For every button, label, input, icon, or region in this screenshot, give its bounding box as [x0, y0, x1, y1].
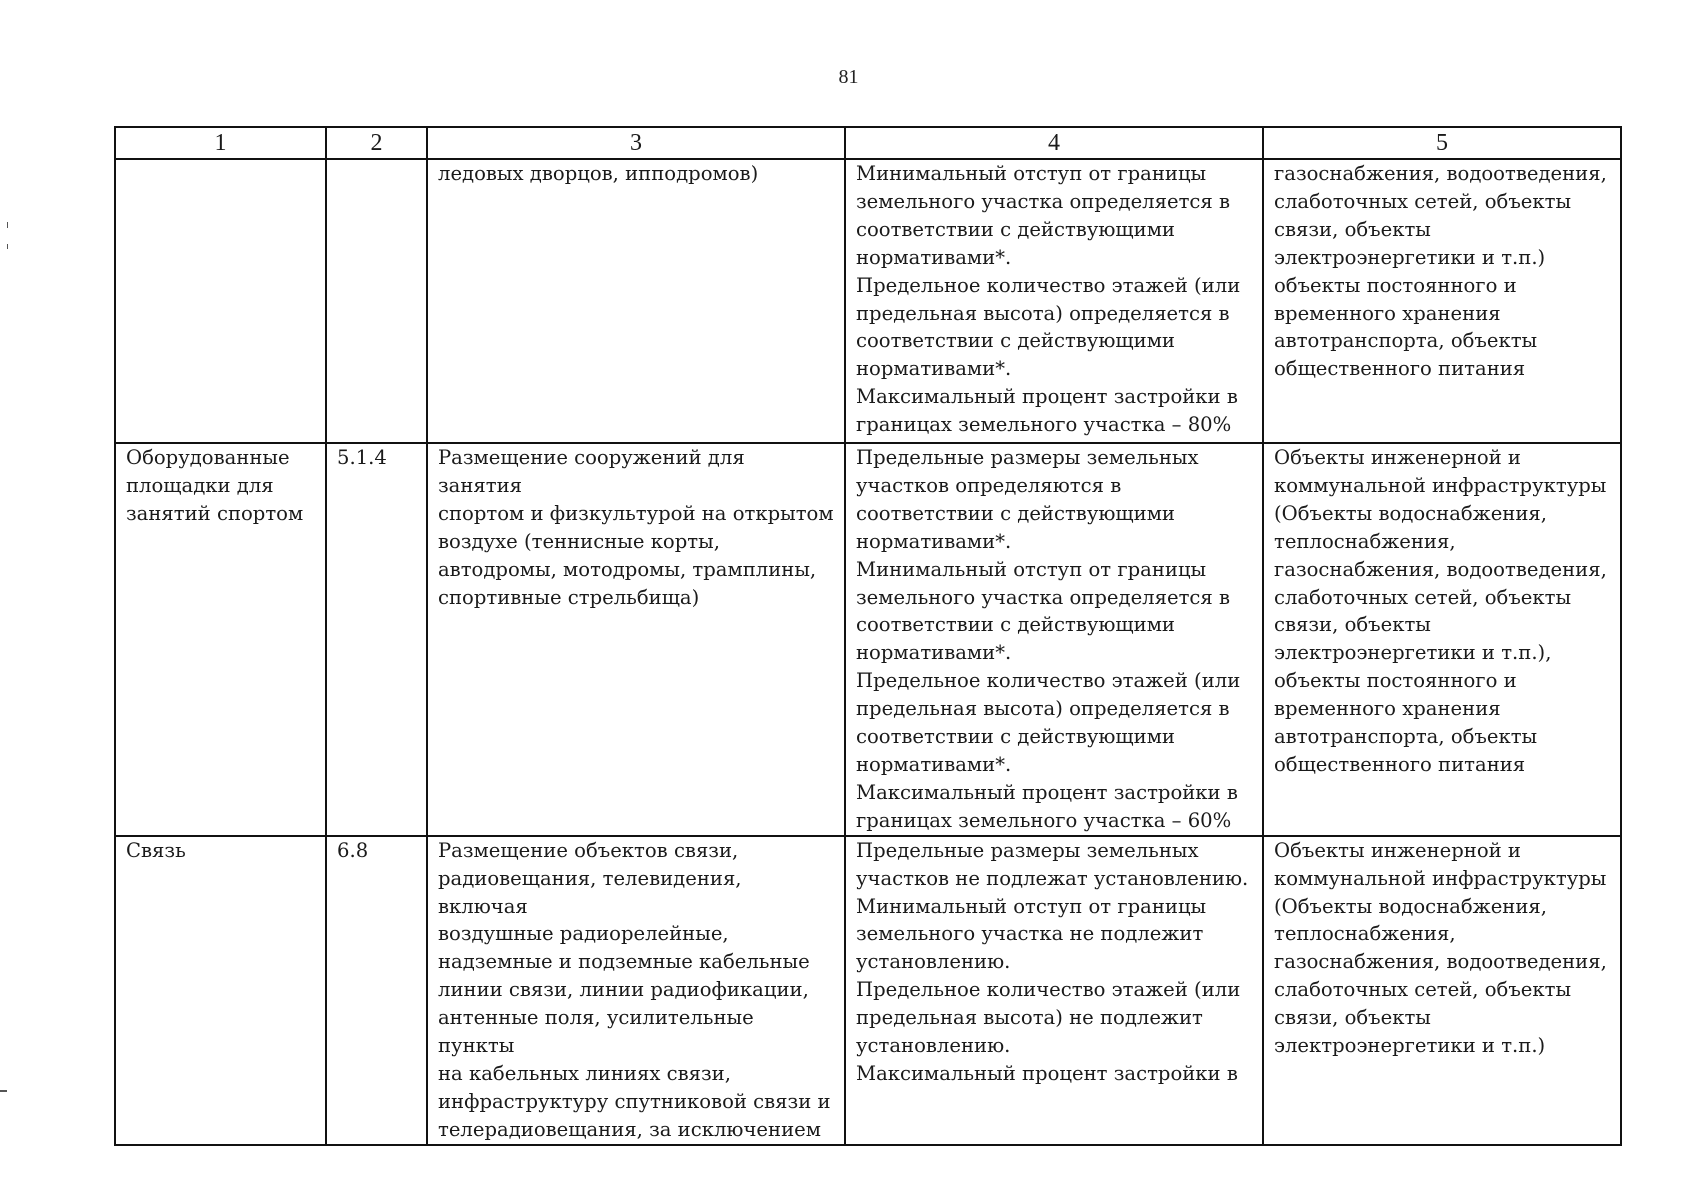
table-row: [115, 443, 1621, 836]
cell-text: 5.1.4: [337, 446, 387, 469]
column-header-2: 2: [326, 127, 427, 159]
cell-description: [427, 443, 845, 836]
cell-description: [427, 836, 845, 1145]
cell-description: [427, 159, 845, 443]
cell-code: [326, 836, 427, 1145]
column-header-1: 1: [115, 127, 326, 159]
scan-edge-mark: [7, 244, 8, 249]
cell-use-type: [115, 443, 326, 836]
regulations-table: [114, 126, 1622, 1146]
cell-text: Оборудованные площадки для занятий спортом: [126, 446, 304, 525]
cell-auxiliary-uses: [1263, 836, 1621, 1145]
cell-text: ледовых дворцов, ипподромов): [438, 162, 759, 185]
column-header-3: 3: [427, 127, 845, 159]
cell-text: 6.8: [337, 838, 369, 862]
page-number: 81: [838, 66, 859, 88]
cell-use-type: [115, 159, 326, 443]
cell-code: [326, 159, 427, 443]
cell-use-type: [115, 836, 326, 1145]
cell-text: Связь: [126, 838, 186, 862]
cell-text: Предельные размеры земельных участков не подлежат установлению. Минимальный отступ от границы земельного участка не подлежит установлению. Предельное количество этажей (или предельная высота) не подлежит установлению. Максимальный процент застройки в: [856, 838, 1249, 1085]
cell-auxiliary-uses: [1263, 159, 1621, 443]
cell-text: газоснабжения, водоотведения, слаботочных сетей, объекты связи, объекты электроэнергетики и т.п.) объекты постоянного и временного хранения автотранспорта, объекты общественного питания: [1274, 162, 1607, 381]
cell-text: Минимальный отступ от границы земельного участка определяется в соответствии с действующими нормативами*. Предельное количество этажей (или предельная высота) определяется в соответствии с действующими нормативами*. Максимальный процент застройки в границах земельного участка – 80%: [856, 162, 1241, 437]
table-row: [115, 159, 1621, 443]
column-header-5: 5: [1263, 127, 1621, 159]
scan-edge-mark: [0, 1090, 7, 1092]
cell-text: Объекты инженерной и коммунальной инфраструктуры (Объекты водоснабжения, теплоснабжения, газоснабжения, водоотведения, слаботочных сетей, объекты связи, объекты электроэнергетики и т.п.): [1274, 838, 1607, 1058]
cell-text: Объекты инженерной и коммунальной инфраструктуры (Объекты водоснабжения, теплоснабжения, газоснабжения, водоотведения, слаботочных сетей, объекты связи, объекты электроэнергетики и т.п.), объекты постоянного и временного хранения автотранспорта, объекты общественного питания: [1274, 446, 1607, 776]
cell-parameters: [845, 159, 1263, 443]
scan-edge-mark: [7, 222, 8, 228]
cell-text: Размещение сооружений для занятия спортом и физкультурой на открытом воздухе (теннисные корты, автодромы, мотодромы, трамплины, спортивные стрельбища): [438, 446, 834, 609]
header-row: [115, 127, 1621, 159]
cell-code: [326, 443, 427, 836]
cell-text: Размещение объектов связи, радиовещания, телевидения, включая воздушные радиорелейные, надземные и подземные кабельные линии связи, линии радиофикации, антенные поля, усилительные пункты на кабельных линиях связи, инфраструктуру спутниковой связи и телерадиовещания, за исключением: [438, 838, 831, 1141]
cell-parameters: [845, 443, 1263, 836]
cell-auxiliary-uses: [1263, 443, 1621, 836]
cell-parameters: [845, 836, 1263, 1145]
cell-text: Предельные размеры земельных участков определяются в соответствии с действующими нормативами*. Минимальный отступ от границы земельного участка определяется в соответствии с действующими нормативами*. Предельное количество этажей (или предельная высота) определяется в соответствии с действующими нормативами*. Максимальный процент застройки в границах земельного участка – 60%: [856, 446, 1241, 832]
table-row: [115, 836, 1621, 1145]
column-header-4: 4: [845, 127, 1263, 159]
